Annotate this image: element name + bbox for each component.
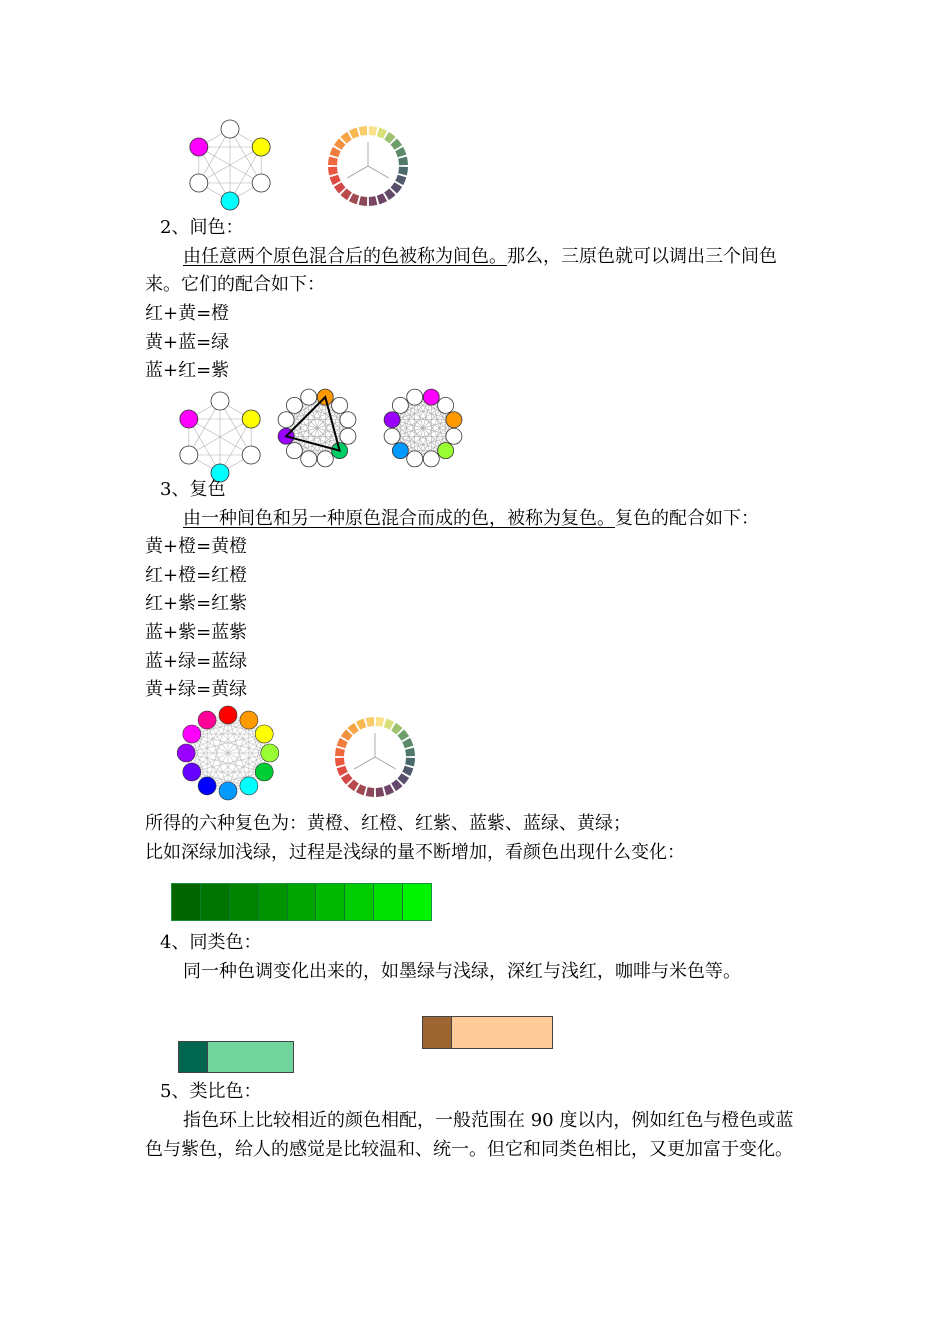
- gradient-cell: [230, 884, 259, 920]
- ring-segment: [356, 784, 366, 795]
- wheel-chords: [199, 129, 261, 201]
- color-dot-empty: [180, 446, 198, 464]
- ring-segment: [330, 175, 341, 185]
- twelve-color-wheel: [178, 708, 278, 798]
- color-dot-violet: [177, 744, 195, 762]
- color-dot-empty: [438, 397, 454, 413]
- color-dot-empty: [384, 428, 400, 444]
- gradient-cell: [288, 884, 317, 920]
- ring-segment: [337, 766, 348, 776]
- color-dot-yellow: [252, 138, 270, 156]
- color-dot-empty: [190, 174, 208, 192]
- color-dot-empty: [423, 451, 439, 467]
- color-dot-empty: [286, 397, 302, 413]
- section-5-line-2: 色与紫色，给人的感觉是比较温和、统一。但它和同类色相比，又更加富于变化。: [145, 1139, 793, 1160]
- section-2-definition-underlined: 由任意两个原色混合后的色被称为间色。: [183, 246, 507, 267]
- wheel-chords: [186, 715, 270, 791]
- compound-mix-1: 黄+橙=黄橙: [145, 536, 248, 557]
- compound-mix-5: 蓝+绿=蓝绿: [145, 651, 248, 672]
- color-dot-cyan: [240, 777, 258, 795]
- section-3-definition: [183, 505, 759, 533]
- ring-segment: [369, 196, 378, 206]
- brown-beige-pair: [422, 1016, 553, 1049]
- ring-segment: [384, 719, 394, 730]
- color-dot-magenta: [180, 410, 198, 428]
- ring-segment: [376, 717, 385, 727]
- gradient-cell: [172, 884, 201, 920]
- ring-segment: [359, 196, 368, 206]
- gradient-cell: [259, 884, 288, 920]
- ring-segment: [398, 167, 408, 176]
- ring-segment: [337, 738, 348, 748]
- color-dot-empty: [242, 446, 260, 464]
- section-2-heading: 2、间色：: [160, 217, 244, 238]
- primary-hexagon-wheel-2: [176, 393, 266, 483]
- color-dot-orange: [446, 412, 462, 428]
- ring-segment: [366, 717, 375, 727]
- color-dot-blue: [198, 777, 216, 795]
- color-dot-empty: [301, 451, 317, 467]
- color-dot-violet: [384, 412, 400, 428]
- compound-mix-4: 蓝+紫=蓝紫: [145, 622, 248, 643]
- compound-mix-3: 红+紫=红紫: [145, 593, 248, 614]
- ring-segment: [376, 787, 385, 797]
- ring-segment: [335, 758, 345, 767]
- ring-segment: [402, 766, 413, 776]
- ring-segment: [384, 784, 394, 795]
- compound-mix-2: 红+橙=红橙: [145, 565, 248, 586]
- gradient-cell: [374, 884, 403, 920]
- mixed-color-wheel: [383, 388, 463, 468]
- gradient-cell: [345, 884, 374, 920]
- gradient-cell: [316, 884, 345, 920]
- ring-segment: [405, 748, 415, 757]
- section-2-definition-cont: 来。它们的配合如下：: [145, 274, 325, 295]
- section-5-heading: 5、类比色：: [160, 1081, 262, 1102]
- swatch-light-green: [208, 1042, 293, 1072]
- color-dot-blue: [219, 782, 237, 800]
- compound-summary: 所得的六种复色为：黄橙、红橙、红紫、蓝紫、蓝绿、黄绿；: [145, 813, 631, 834]
- color-dot-empty: [340, 412, 356, 428]
- secondary-triangle-wheel: [277, 388, 357, 468]
- green-gradient-strip: [171, 883, 432, 921]
- color-dot-violet: [183, 763, 201, 781]
- color-dot-yellow: [242, 410, 260, 428]
- color-dot-empty: [407, 389, 423, 405]
- ring-segment: [377, 128, 387, 139]
- section-3-definition-rest: 复色的配合如下：: [615, 508, 759, 529]
- color-dot-magenta: [423, 389, 439, 405]
- color-dot-empty: [317, 451, 333, 467]
- color-dot-yellow: [255, 725, 273, 743]
- section-5-line-1: 指色环上比较相近的颜色相配，一般范围在 90 度以内，例如红色与橙色或蓝: [183, 1110, 794, 1131]
- color-dot-empty: [446, 428, 462, 444]
- color-dot-empty: [278, 412, 294, 428]
- color-dot-blue: [392, 443, 408, 459]
- ring-segment: [395, 175, 406, 185]
- ring-segment: [369, 126, 378, 136]
- color-dot-lime: [438, 443, 454, 459]
- gradient-example-text: 比如深绿加浅绿，过程是浅绿的量不断增加，看颜色出现什么变化：: [145, 842, 685, 863]
- ring-segment: [402, 738, 413, 748]
- mix-line-3: 蓝+红=紫: [145, 360, 230, 381]
- ring-segment: [330, 147, 341, 157]
- swatch-dark-green: [179, 1042, 208, 1072]
- ring-segment: [405, 758, 415, 767]
- color-dot-magenta: [183, 725, 201, 743]
- section-3-definition-underlined: 由一种间色和另一种原色混合而成的色，被称为复色。: [183, 508, 615, 529]
- ring-spokes: [347, 142, 389, 178]
- color-dot-empty: [211, 392, 229, 410]
- color-dot-empty: [252, 174, 270, 192]
- primary-hexagon-wheel-1: [186, 121, 276, 211]
- color-dot-empty: [221, 120, 239, 138]
- ring-segment: [335, 748, 345, 757]
- section-4-heading: 4、同类色：: [160, 932, 262, 953]
- color-dot-orange: [240, 711, 258, 729]
- swatch-beige: [452, 1017, 552, 1048]
- color-wheel-graphic-1: [323, 121, 413, 211]
- color-dot-red: [219, 706, 237, 724]
- color-wheel-graphic-2: [330, 712, 420, 802]
- gradient-cell: [403, 884, 431, 920]
- green-pair: [178, 1041, 294, 1073]
- ring-segment: [366, 787, 375, 797]
- ring-spokes: [354, 733, 396, 769]
- mix-line-2: 黄+蓝=绿: [145, 332, 230, 353]
- section-2-definition-rest: 那么，三原色就可以调出三个间色: [507, 246, 777, 267]
- swatch-coffee: [423, 1017, 452, 1048]
- section-3-heading: 3、复色: [160, 479, 226, 500]
- color-dot-cyan: [221, 192, 239, 210]
- section-2-definition: [183, 243, 777, 271]
- ring-segment: [359, 126, 368, 136]
- color-dot-empty: [286, 443, 302, 459]
- color-dot-lime: [261, 744, 279, 762]
- color-dot-empty: [392, 397, 408, 413]
- color-dot-empty: [301, 389, 317, 405]
- ring-segment: [356, 719, 366, 730]
- ring-segment: [398, 157, 408, 166]
- section-4-text: 同一种色调变化出来的，如墨绿与浅绿，深红与浅红，咖啡与米色等。: [183, 961, 741, 982]
- mix-line-1: 红+黄=橙: [145, 303, 230, 324]
- color-dot-green: [255, 763, 273, 781]
- color-dot-empty: [340, 428, 356, 444]
- ring-segment: [328, 157, 338, 166]
- color-dot-magenta: [198, 711, 216, 729]
- ring-segment: [395, 147, 406, 157]
- gradient-cell: [201, 884, 230, 920]
- ring-segment: [349, 128, 359, 139]
- compound-mix-6: 黄+绿=黄绿: [145, 679, 248, 700]
- color-dot-empty: [332, 397, 348, 413]
- color-dot-empty: [407, 451, 423, 467]
- ring-segment: [349, 193, 359, 204]
- color-dot-magenta: [190, 138, 208, 156]
- wheel-chords: [189, 401, 251, 473]
- ring-segment: [328, 167, 338, 176]
- ring-segment: [377, 193, 387, 204]
